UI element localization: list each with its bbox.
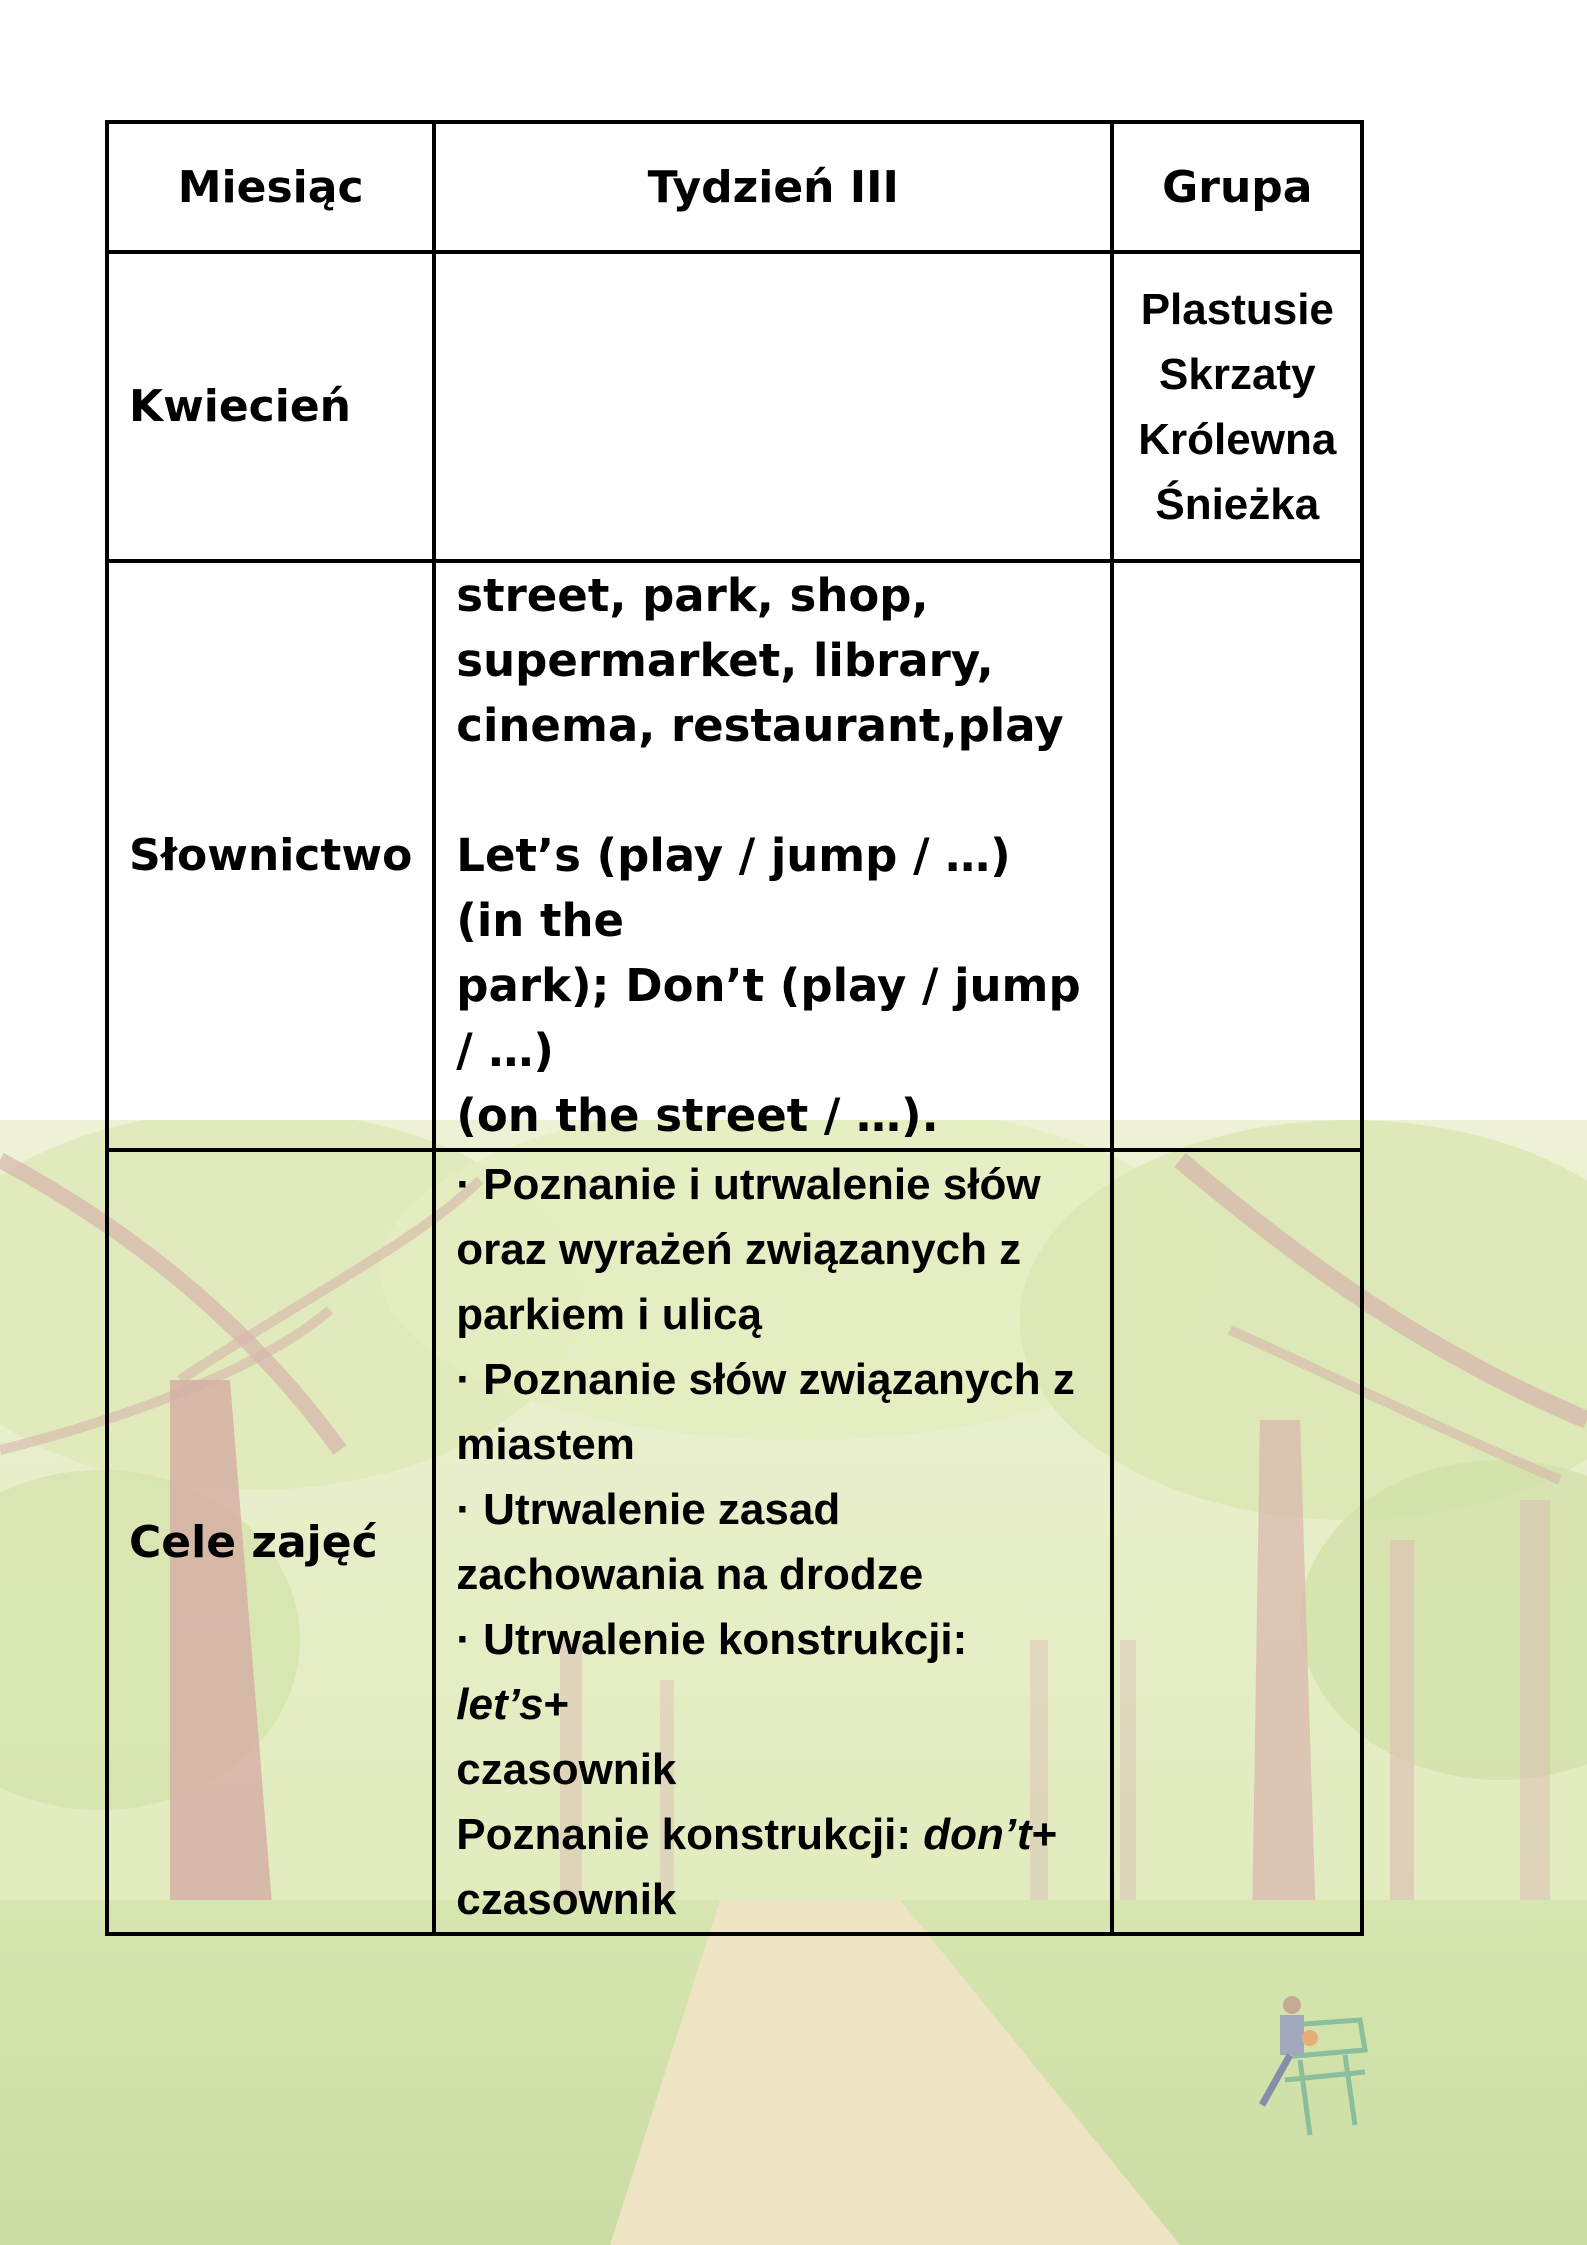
header-month: Miesiąc — [107, 122, 434, 252]
group-name: Plastusie — [1140, 284, 1334, 334]
goal-line: miastem — [456, 1420, 635, 1469]
header-week: Tydzień III — [434, 122, 1112, 252]
goal-line: czasownik — [456, 1875, 677, 1924]
group-name: Skrzaty — [1159, 349, 1316, 399]
table-row-vocab — [107, 561, 1362, 1150]
empty-cell — [1112, 561, 1362, 1150]
table-header-row — [107, 122, 1362, 252]
goal-line: zachowania na drodze — [456, 1550, 924, 1599]
table-row-goals — [107, 1150, 1362, 1934]
header-group: Grupa — [1112, 122, 1362, 252]
group-name: Śnieżka — [1155, 479, 1320, 529]
vocab-label: Słownictwo — [107, 561, 434, 1150]
empty-cell — [1112, 1150, 1362, 1934]
goal-line: · Poznanie i utrwalenie słów — [456, 1160, 1041, 1209]
vocab-line: cinema, restaurant,play — [456, 699, 1064, 752]
vocab-line: supermarket, library, — [456, 634, 994, 687]
goal-line: Poznanie konstrukcji: don’t+ — [456, 1810, 1058, 1859]
goal-line: czasownik — [456, 1745, 677, 1794]
phrase-line: Let’s (play / jump / …) (in the — [456, 829, 1011, 947]
vocab-line: street, park, shop, — [456, 569, 929, 622]
vocab-content — [434, 561, 1112, 1150]
goal-line: · Utrwalenie zasad — [456, 1485, 841, 1534]
phrase-line: (on the street / …). — [456, 1089, 939, 1142]
goals-content — [434, 1150, 1112, 1934]
lesson-plan-table — [105, 120, 1364, 1936]
goal-line: parkiem i ulicą — [456, 1290, 762, 1339]
group-name: Królewna — [1138, 414, 1337, 464]
month-value: Kwiecień — [107, 252, 434, 561]
goal-line: · Poznanie słów związanych z — [456, 1355, 1075, 1404]
goal-line: · Utrwalenie konstrukcji: let’s+ — [456, 1615, 968, 1729]
group-list — [1112, 252, 1362, 561]
phrase-line: park); Don’t (play / jump / …) — [456, 959, 1081, 1077]
table-row-month — [107, 252, 1362, 561]
empty-cell — [434, 252, 1112, 561]
goal-line: oraz wyrażeń związanych z — [456, 1225, 1022, 1274]
goals-label: Cele zajęć — [107, 1150, 434, 1934]
